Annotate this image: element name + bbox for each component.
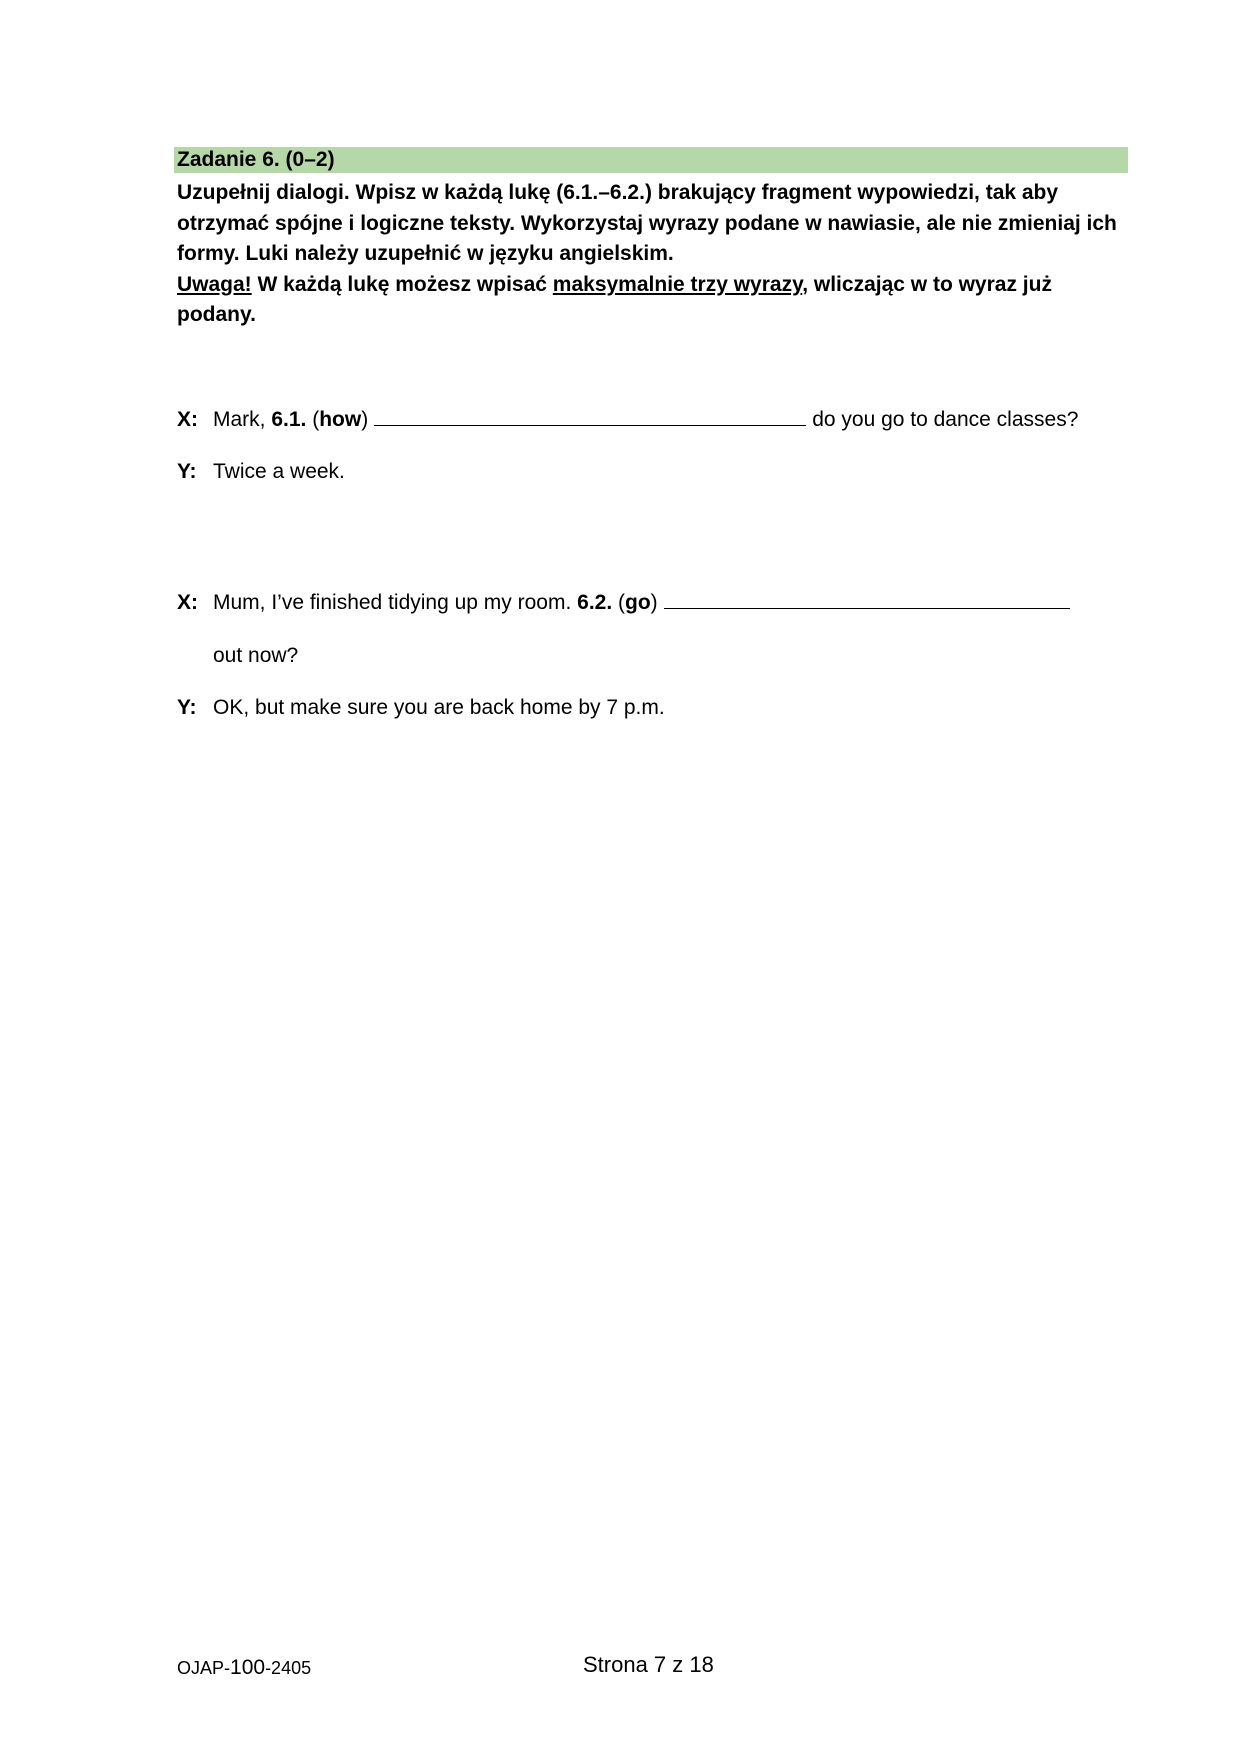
speaker-y: Y: bbox=[177, 696, 197, 719]
answer-gap-6-1[interactable] bbox=[374, 406, 806, 426]
speaker-x: X: bbox=[177, 591, 198, 614]
dialogue1-x-line bbox=[177, 405, 1078, 435]
note-label: Uwaga! bbox=[177, 272, 252, 296]
dialogue1-y-line bbox=[177, 457, 345, 487]
dialogue2-y-line bbox=[177, 693, 665, 723]
paren-close: ) bbox=[361, 408, 369, 431]
gap-number-6-1: 6.1. bbox=[271, 408, 307, 431]
gap-number-6-2: 6.2. bbox=[577, 591, 613, 614]
speaker-x: X: bbox=[177, 408, 198, 431]
paren-close: ) bbox=[650, 591, 658, 614]
dialogue1-x-before: Mark, bbox=[213, 408, 272, 431]
dialogue2-y-text: OK, but make sure you are back home by 7 p.m. bbox=[213, 696, 665, 719]
dialogue2-x-before: Mum, I’ve finished tidying up my room. bbox=[213, 591, 578, 614]
exam-code-prefix: OJAP- bbox=[177, 1658, 231, 1678]
dialogue2-x-line bbox=[177, 588, 1076, 618]
dialogue1-x-after: do you go to dance classes? bbox=[812, 408, 1079, 431]
task-instruction bbox=[177, 178, 1132, 331]
instruction-note bbox=[177, 270, 1132, 331]
dialogue1-y-text: Twice a week. bbox=[213, 460, 345, 483]
exam-code-suffix: -2405 bbox=[265, 1658, 312, 1678]
paren-open: ( bbox=[306, 408, 320, 431]
exam-code-number: 100 bbox=[230, 1656, 266, 1679]
answer-gap-6-2[interactable] bbox=[664, 589, 1070, 609]
note-text-1: W każdą lukę możesz wpisać bbox=[251, 272, 553, 296]
task-title: Zadanie 6. (0–2) bbox=[174, 147, 1128, 173]
keyword-go: go bbox=[625, 591, 651, 614]
speaker-y: Y: bbox=[177, 460, 197, 483]
page-number: Strona 7 z 18 bbox=[583, 1652, 714, 1677]
keyword-how: how bbox=[319, 408, 362, 431]
dialogue2-x-continuation: out now? bbox=[213, 644, 299, 667]
note-text-2: , wliczając w to wyraz już podany. bbox=[177, 272, 1052, 326]
note-emphasis: maksymalnie trzy wyrazy bbox=[552, 272, 803, 296]
paren-open: ( bbox=[612, 591, 625, 614]
instruction-text: Uzupełnij dialogi. Wpisz w każdą lukę (6.1.–6.2.) brakujący fragment wypowiedzi, tak aby otrzymać spójne i logiczne teksty. Wykorzystaj wyrazy podane w nawiasie, ale nie zmieniaj ich formy. Luki należy uzupełnić w języku angielskim. bbox=[177, 181, 1117, 265]
exam-code bbox=[177, 1656, 311, 1680]
